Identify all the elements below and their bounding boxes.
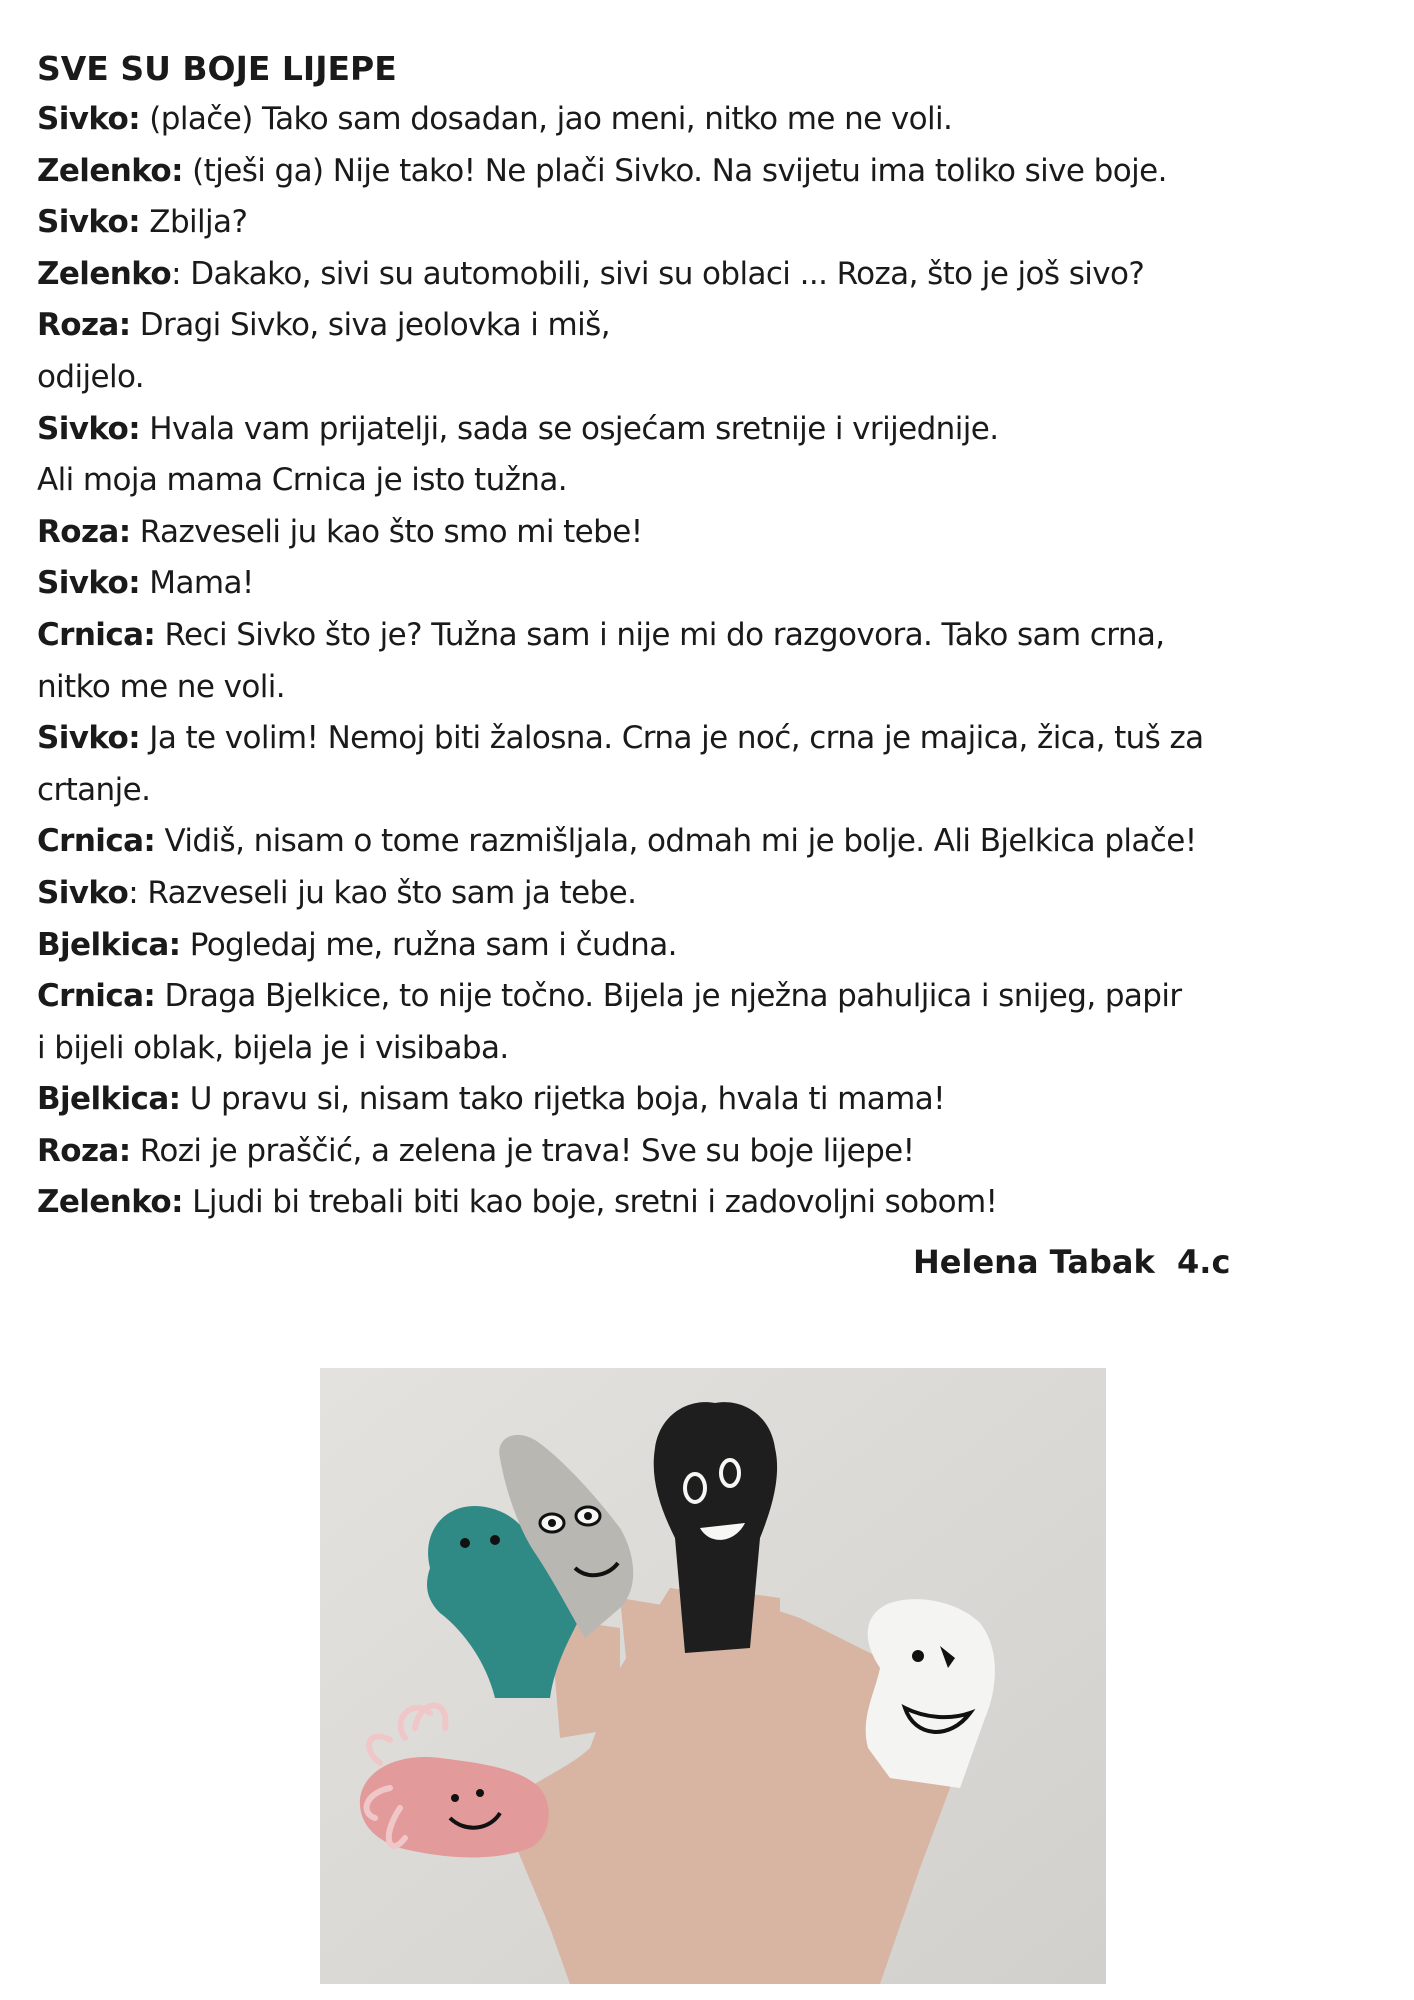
line-text: Reci Sivko što je? Tužna sam i nije mi do razgovora. Tako sam crna, — [155, 616, 1165, 653]
line-text: Rozi je praščić, a zelena je trava! Sve su boje lijepe! — [130, 1132, 915, 1169]
speaker-name: Sivko: — [37, 101, 141, 137]
line-text: odijelo. — [37, 358, 145, 395]
dialogue-line — [37, 662, 1377, 714]
speaker-name: Crnica: — [37, 823, 156, 860]
line-text: crtanje. — [37, 771, 151, 808]
speaker-name: Zelenko — [37, 255, 172, 292]
puppet-eye — [451, 1794, 459, 1802]
author-signature: Helena Tabak 4.c — [913, 1243, 1231, 1281]
line-text: nitko me ne voli. — [37, 668, 285, 705]
page-title: SVE SU BOJE LIJEPE — [37, 49, 397, 88]
dialogue-line — [37, 249, 1377, 301]
speaker-name: Sivko: — [37, 410, 141, 447]
dialogue-line — [37, 1177, 1377, 1229]
dialogue-line — [37, 404, 1377, 456]
document-body — [37, 44, 1377, 1229]
dialogue-line — [37, 1023, 1377, 1075]
finger-puppets-photo — [320, 1368, 1106, 1984]
line-text: Razveseli ju kao što smo mi tebe! — [130, 513, 643, 550]
line-text: Pogledaj me, ružna sam i čudna. — [180, 926, 677, 963]
dialogue-line — [37, 94, 1377, 146]
speaker-name: Sivko — [37, 874, 129, 911]
dialogue-line — [37, 300, 1377, 352]
line-text: Vidiš, nisam o tome razmišljala, odmah mi je bolje. Ali Bjelkica plače! — [155, 823, 1197, 860]
dialogue-line — [37, 920, 1377, 972]
dialogue-line — [37, 713, 1377, 765]
line-text: Ja te volim! Nemoj biti žalosna. Crna je noć, crna je majica, žica, tuš za — [140, 720, 1204, 757]
speaker-name: Roza: — [37, 307, 131, 344]
dialogue-line — [37, 1126, 1377, 1178]
dialogue-line — [37, 610, 1377, 662]
dialogue-line — [37, 507, 1377, 559]
speaker-name: Zelenko: — [37, 1184, 183, 1221]
line-text: Hvala vam prijatelji, sada se osjećam sretnije i vrijednije. — [140, 410, 999, 447]
speaker-name: Crnica: — [37, 616, 156, 653]
line-text: U pravu si, nisam tako rijetka boja, hvala ti mama! — [180, 1081, 945, 1118]
dialogue-line — [37, 455, 1377, 507]
speaker-name: Bjelkica: — [37, 926, 181, 963]
puppet-pupil — [584, 1512, 592, 1520]
dialogue-line — [37, 1074, 1377, 1126]
puppet-eye — [460, 1538, 470, 1548]
line-text: Ali moja mama Crnica je isto tužna. — [37, 462, 568, 499]
dialogue-line — [37, 868, 1377, 920]
dialogue — [37, 94, 1377, 1229]
dialogue-line — [37, 352, 1377, 404]
line-text: i bijeli oblak, bijela je i visibaba. — [37, 1029, 509, 1066]
puppet-eye — [476, 1789, 484, 1797]
dialogue-line — [37, 558, 1377, 610]
speaker-name: Sivko: — [37, 204, 141, 241]
puppet-eye — [490, 1535, 500, 1545]
line-text: Draga Bjelkice, to nije točno. Bijela je nježna pahuljica i snijeg, papir — [155, 978, 1182, 1015]
line-text: Zbilja? — [140, 204, 248, 241]
dialogue-line — [37, 146, 1377, 198]
speaker-name: Bjelkica: — [37, 1081, 181, 1118]
line-text: : Dakako, sivi su automobili, sivi su oblaci ... Roza, što je još sivo? — [171, 255, 1145, 292]
finger — [620, 1598, 680, 1698]
speaker-name: Sivko: — [37, 720, 141, 757]
line-text: Ljudi bi trebali biti kao boje, sretni i zadovoljni sobom! — [182, 1184, 998, 1221]
speaker-name: Zelenko: — [37, 152, 183, 189]
line-text: Dragi Sivko, siva jeolovka i miš, — [130, 307, 610, 344]
line-text: (tješi ga) Nije tako! Ne plači Sivko. Na svijetu ima toliko sive boje. — [182, 152, 1167, 189]
line-text: Mama! — [140, 565, 254, 602]
speaker-name: Crnica: — [37, 978, 156, 1015]
puppet-pupil — [548, 1519, 556, 1527]
puppet-eye — [912, 1650, 924, 1662]
dialogue-line — [37, 197, 1377, 249]
dialogue-line — [37, 971, 1377, 1023]
dialogue-line — [37, 765, 1377, 817]
speaker-name: Roza: — [37, 513, 131, 550]
speaker-name: Sivko: — [37, 565, 141, 602]
finger-puppets-illustration — [320, 1368, 1106, 1984]
speaker-name: Roza: — [37, 1132, 131, 1169]
line-text: (plače) Tako sam dosadan, jao meni, nitko me ne voli. — [140, 101, 953, 137]
line-text: : Razveseli ju kao što sam ja tebe. — [128, 874, 637, 911]
dialogue-line — [37, 816, 1377, 868]
